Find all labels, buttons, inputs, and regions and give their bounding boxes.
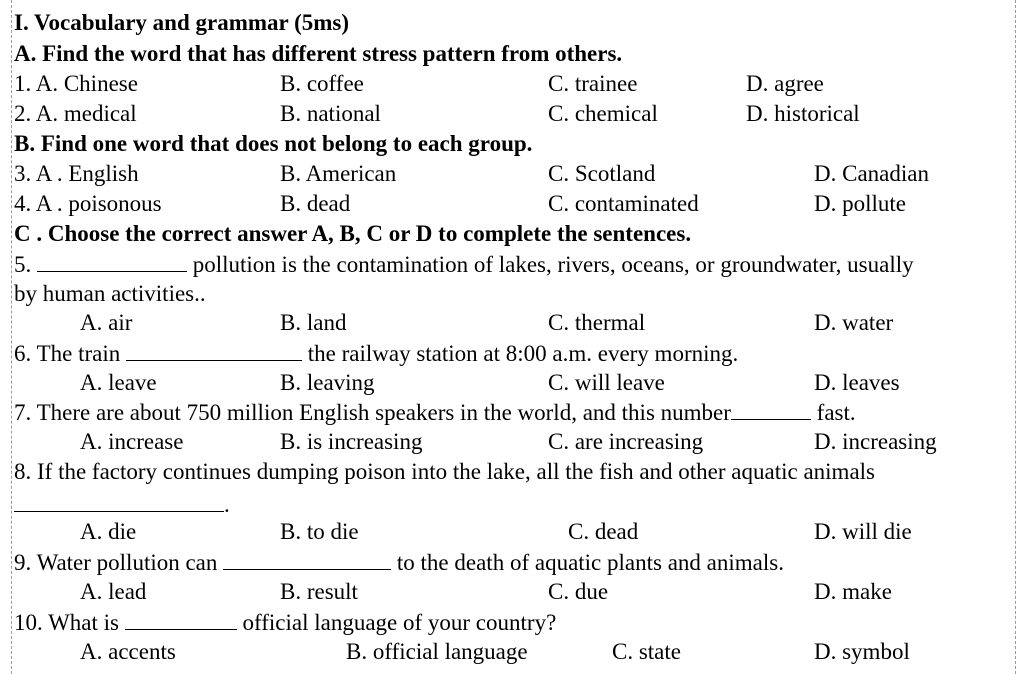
q10-option-d: D. symbol [814,639,910,664]
q6-text-after: the railway station at 8:00 a.m. every morning. [307,341,739,366]
q8-end-punctuation: . [224,492,230,517]
q1-option-d: D. agree [746,71,824,96]
q7-text-before: 7. There are about 750 million English speakers in the world, and this number [14,400,731,425]
q6-answer-blank[interactable] [126,338,302,361]
q8-option-c: C. dead [568,519,639,544]
q7-option-a: A. increase [80,429,184,454]
question-9 [14,547,1014,578]
question-8 [14,457,1014,487]
q3-option-c: C. Scotland [548,161,656,186]
q7-answer-blank[interactable] [731,397,811,420]
question-5 [14,249,1014,280]
q10-text-before: 10. What is [14,610,119,635]
q8-option-b: B. to die [280,519,359,544]
q8-option-a: A. die [80,519,137,544]
q2-option-c: C. chemical [548,101,658,126]
question-10 [14,607,1014,638]
q1-option-c: C. trainee [548,71,638,96]
q6-text-before: 6. The train [14,341,121,366]
part-c-heading [14,219,1014,249]
question-8-blank-line [14,489,1014,520]
q1-option-a: 1. A. Chinese [14,71,138,96]
q10-option-b: B. official language [346,639,528,664]
q7-option-b: B. is increasing [280,429,423,454]
q9-answer-blank[interactable] [223,547,391,570]
q3-option-b: B. American [280,161,397,186]
part-a-heading-text: A. Find the word that has different stress pattern from others. [14,41,623,66]
q5-option-c: C. thermal [548,310,646,335]
section-title-text: I. Vocabulary and grammar (5ms) [14,10,350,35]
q9-option-d: D. make [814,579,892,604]
q4-option-d: D. pollute [814,191,906,216]
section-title [14,8,1014,38]
q6-option-c: C. will leave [548,370,665,395]
part-b-heading [14,129,1014,159]
right-border [1015,0,1016,674]
q9-option-b: B. result [280,579,358,604]
part-c-heading-text: C . Choose the correct answer A, B, C or D to complete the sentences. [14,221,692,246]
question-5-continued [14,279,1014,309]
q10-option-a: A. accents [80,639,176,664]
q4-option-b: B. dead [280,191,351,216]
q8-text: 8. If the factory continues dumping poison into the lake, all the fish and other aquatic animals [14,459,875,484]
q10-option-c: C. state [612,639,681,664]
q2-option-b: B. national [280,101,381,126]
q6-option-a: A. leave [80,370,157,395]
question-6 [14,338,1014,369]
q6-option-d: D. leaves [814,370,900,395]
q5-answer-blank[interactable] [37,249,187,272]
q5-text: pollution is the contamination of lakes, rivers, oceans, or groundwater, usually [192,252,914,277]
q5-option-b: B. land [280,310,347,335]
q10-text-after: official language of your country? [242,610,557,635]
q8-answer-blank[interactable] [14,489,224,512]
q3-option-d: D. Canadian [814,161,929,186]
q6-option-b: B. leaving [280,370,375,395]
q8-option-d: D. will die [814,519,912,544]
left-border [11,0,12,674]
q10-answer-blank[interactable] [125,607,237,630]
q5-option-d: D. water [814,310,894,335]
q9-option-c: C. due [548,579,609,604]
q3-option-a: 3. A . English [14,161,139,186]
q5-text-continued: by human activities.. [14,281,206,306]
q4-option-a: 4. A . poisonous [14,191,162,216]
q7-text-after: fast. [816,400,856,425]
q9-option-a: A. lead [80,579,147,604]
part-a-heading [14,39,1014,69]
q7-option-d: D. increasing [814,429,937,454]
q4-option-c: C. contaminated [548,191,699,216]
q9-text-after: to the death of aquatic plants and animals. [396,550,784,575]
q5-number: 5. [14,252,32,277]
q2-option-a: 2. A. medical [14,101,137,126]
q1-option-b: B. coffee [280,71,364,96]
part-b-heading-text: B. Find one word that does not belong to each group. [14,131,533,156]
q2-option-d: D. historical [746,101,860,126]
q5-option-a: A. air [80,310,133,335]
q9-text-before: 9. Water pollution can [14,550,218,575]
question-7 [14,397,1014,428]
q7-option-c: C. are increasing [548,429,704,454]
